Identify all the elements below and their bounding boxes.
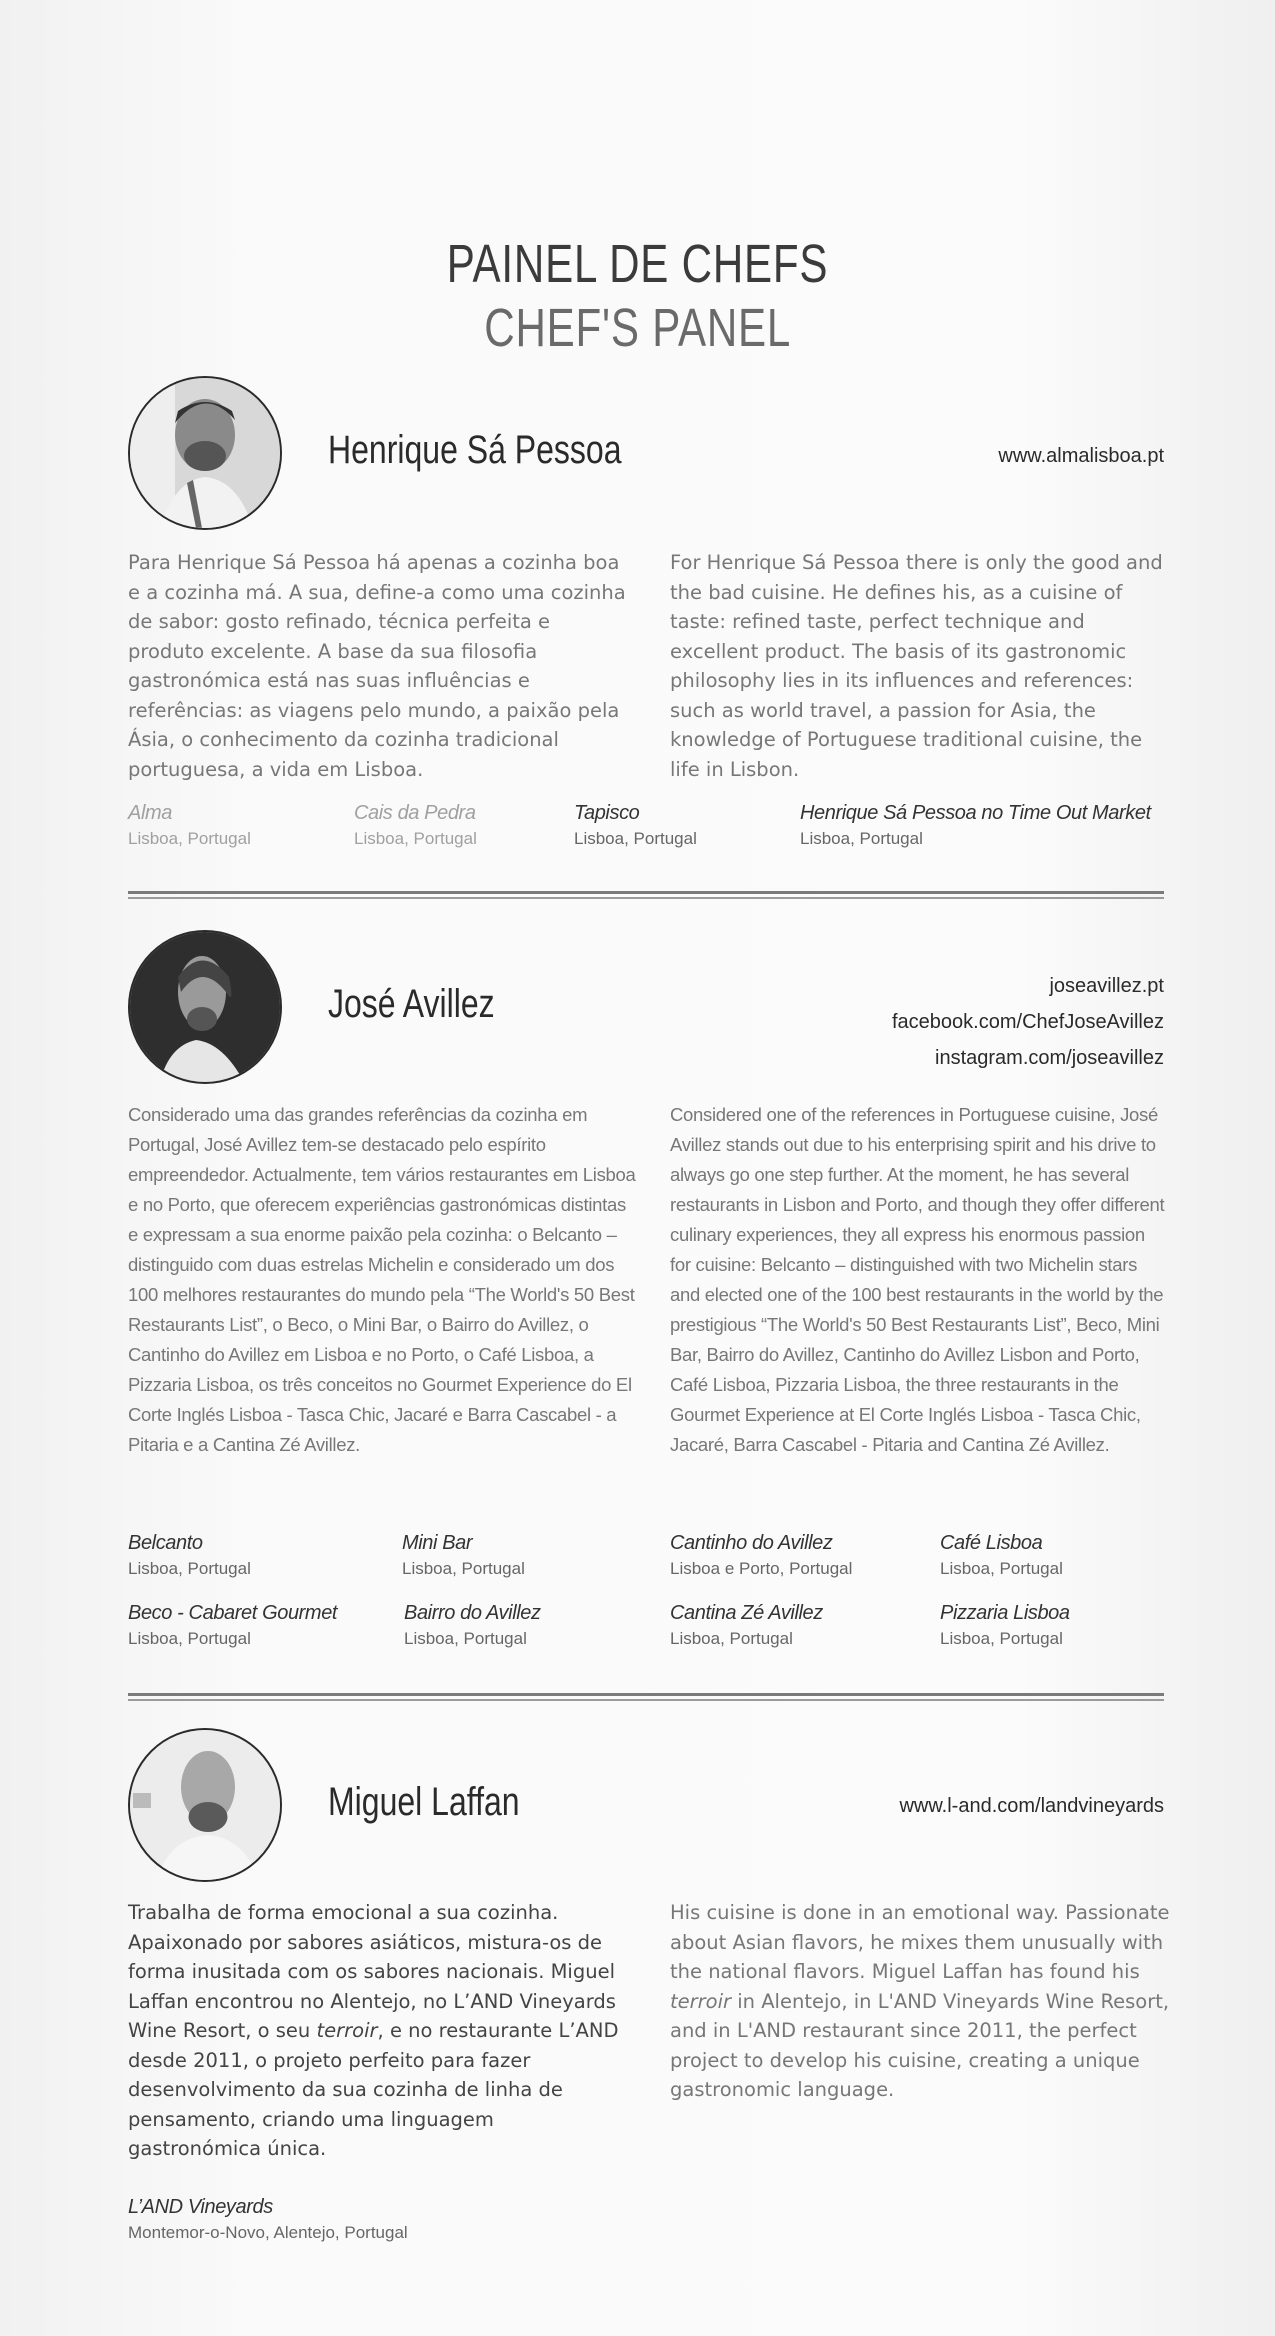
restaurant-item	[128, 1600, 337, 1652]
restaurant-name: Belcanto	[128, 1532, 203, 1554]
restaurant-item	[354, 800, 477, 852]
restaurant-name: Pizzaria Lisboa	[940, 1602, 1070, 1624]
restaurant-location: Lisboa, Portugal	[128, 1559, 251, 1578]
chef-links	[892, 968, 1164, 1076]
restaurant-item	[670, 1600, 823, 1652]
bio-text: in Alentejo, in L'AND Vineyards Wine Resort, and in L'AND restaurant since 2011, the perfect project to develop his cuisine, creating a unique gastronomic language.	[670, 1989, 1170, 2101]
restaurant-location: Lisboa, Portugal	[354, 829, 477, 848]
restaurant-location: Lisboa, Portugal	[940, 1559, 1063, 1578]
restaurant-name: Cantina Zé Avillez	[670, 1602, 823, 1624]
bio-text: Trabalha de forma emocional a sua cozinha. Apaixonado por sabores asiáticos, mistura-os de forma inusitada com os sabores nacionais. Miguel Laffan encontrou no Alentejo, no L’AND Vineyards Wine Resort, o seu	[128, 1901, 616, 2042]
restaurant-item	[940, 1530, 1063, 1582]
restaurant-location: Lisboa, Portugal	[402, 1559, 525, 1578]
restaurant-location: Lisboa, Portugal	[404, 1629, 527, 1648]
restaurant-name: Cais da Pedra	[354, 802, 476, 824]
page-title-en: CHEF'S PANEL	[484, 298, 791, 358]
chef-portrait-icon	[130, 1730, 280, 1880]
restaurant-name: Café Lisboa	[940, 1532, 1043, 1554]
restaurant-location: Lisboa e Porto, Portugal	[670, 1559, 853, 1578]
restaurant-name: Cantinho do Avillez	[670, 1532, 833, 1554]
bio-english: For Henrique Sá Pessoa there is only the good and the bad cuisine. He defines his, as a cuisine of taste: refined taste, perfect technique and excellent product. The basis of its gastronomic philosophy lies in its influences and references: such as world travel, a passion for Asia, the knowledge of Portuguese traditional cuisine, the life in Lisbon.	[670, 551, 1163, 781]
restaurant-name: Mini Bar	[402, 1532, 473, 1554]
restaurant-item	[128, 800, 251, 852]
restaurant-location: Montemor-o-Novo, Alentejo, Portugal	[128, 2223, 408, 2242]
restaurant-item	[574, 800, 697, 852]
restaurant-location: Lisboa, Portugal	[128, 1629, 251, 1648]
chef-avatar	[128, 376, 282, 530]
restaurant-location: Lisboa, Portugal	[670, 1629, 793, 1648]
restaurant-item	[128, 2194, 408, 2246]
restaurant-item	[800, 800, 1151, 852]
instagram-link[interactable]: instagram.com/joseavillez	[935, 1047, 1164, 1069]
restaurant-name: L’AND Vineyards	[128, 2196, 273, 2218]
chef-name: José Avillez	[328, 982, 495, 1026]
restaurant-location: Lisboa, Portugal	[128, 829, 251, 848]
chef-name: Miguel Laffan	[328, 1780, 520, 1824]
bio-portuguese: Para Henrique Sá Pessoa há apenas a cozinha boa e a cozinha má. A sua, define-a como uma cozinha de sabor: gosto refinado, técnica perfeita e produto excelente. A base da sua filosofia gastronómica está nas suas influências e referências: as viagens pelo mundo, a paixão pela Ásia, o conhecimento da cozinha tradicional portuguesa, a vida em Lisboa.	[128, 551, 626, 781]
page-title-block	[0, 232, 1275, 360]
website-link[interactable]: www.l-and.com/landvineyards	[899, 1795, 1164, 1817]
page-title-pt: PAINEL DE CHEFS	[446, 234, 829, 294]
chef-name: Henrique Sá Pessoa	[328, 428, 622, 472]
restaurant-name: Tapisco	[574, 802, 640, 824]
restaurant-name: Alma	[128, 802, 172, 824]
chef-portrait-icon	[130, 932, 280, 1082]
chef-links	[899, 1788, 1164, 1824]
restaurant-location: Lisboa, Portugal	[940, 1629, 1063, 1648]
restaurant-item	[402, 1530, 525, 1582]
chef-portrait-icon	[130, 378, 280, 528]
chef-avatar	[128, 930, 282, 1084]
chef-avatar	[128, 1728, 282, 1882]
facebook-link[interactable]: facebook.com/ChefJoseAvillez	[892, 1011, 1164, 1033]
chef-links	[998, 438, 1164, 474]
bio-text: , e no restaurante L’AND desde 2011, o projeto perfeito para fazer desenvolvimento da sua cozinha de linha de pensamento, criando uma linguagem gastronómica única.	[128, 2019, 619, 2160]
restaurant-item	[128, 1530, 251, 1582]
restaurant-location: Lisboa, Portugal	[574, 829, 697, 848]
restaurant-item	[670, 1530, 852, 1582]
bio-english	[670, 1898, 1170, 2105]
restaurant-item	[404, 1600, 541, 1652]
restaurant-name: Beco - Cabaret Gourmet	[128, 1602, 338, 1624]
section-divider	[128, 1693, 1164, 1703]
restaurant-name: Bairro do Avillez	[404, 1602, 541, 1624]
bio-text: His cuisine is done in an emotional way. Passionate about Asian flavors, he mixes them unusually with the national flavors. Miguel Laffan has found his	[670, 1901, 1170, 1983]
bio-portuguese	[128, 1898, 628, 2164]
restaurant-item	[940, 1600, 1070, 1652]
bio-english: Considered one of the references in Portuguese cuisine, José Avillez stands out due to his enterprising spirit and his drive to always go one step further. At the moment, he has several restaurants in Lisbon and Porto, and though they offer different culinary experiences, they all express his enormous passion for cuisine: Belcanto – distinguished with two Michelin stars and elected one of the 100 best restaurants in the world by the prestigious “The World's 50 Best Restaurants List”, Beco, Mini Bar, Bairro do Avillez, Cantinho do Avillez Lisbon and Porto, Café Lisboa, Pizzaria Lisboa, the three restaurants in the Gourmet Experience at El Corte Inglés Lisboa - Tasca Chic, Jacaré, Barra Cascabel - Pitaria and Cantina Zé Avillez.	[670, 1104, 1165, 1455]
website-link[interactable]: www.almalisboa.pt	[998, 445, 1164, 467]
website-link[interactable]: joseavillez.pt	[1049, 975, 1164, 997]
bio-portuguese: Considerado uma das grandes referências da cozinha em Portugal, José Avillez tem-se destacado pelo espírito empreendedor. Actualmente, tem vários restaurantes em Lisboa e no Porto, que oferecem experiências gastronómicas distintas e expressam a sua enorme paixão pela cozinha: o Belcanto – distinguido com duas estrelas Michelin e considerado um dos 100 melhores restaurantes do mundo pela “The World's 50 Best Restaurants List”, o Beco, o Mini Bar, o Bairro do Avillez, o Cantinho do Avillez em Lisboa e no Porto, o Café Lisboa, a Pizzaria Lisboa, os três conceitos no Gourmet Experience do El Corte Inglés Lisboa - Tasca Chic, Jacaré e Barra Cascabel - a Pitaria e a Cantina Zé Avillez.	[128, 1104, 636, 1455]
bio-emphasis: terroir	[316, 2019, 378, 2042]
section-divider	[128, 891, 1164, 901]
restaurant-name: Henrique Sá Pessoa no Time Out Market	[800, 802, 1151, 824]
bio-emphasis: terroir	[670, 1989, 732, 2013]
restaurant-location: Lisboa, Portugal	[800, 829, 923, 848]
